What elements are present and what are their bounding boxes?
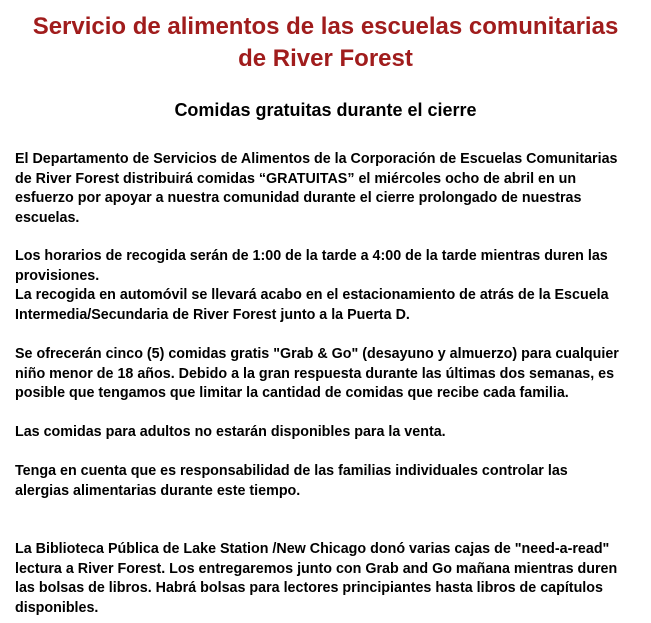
paragraph-meal-distribution: El Departamento de Servicios de Alimentos de la Corporación de Escuelas Comunitarias de River Forest distribuirá comidas “GRATUITAS” el miércoles ocho de abril en un esfuerzo por apoyar a nuestra comunidad durante el cierre prolongado de nuestras escuelas. — [15, 151, 618, 226]
document-title — [0, 11, 651, 75]
paragraph-library-donation: La Biblioteca Pública de Lake Station /New Chicago donó varias cajas de "need-a-read" lectura a River Forest. Los entregaremos junto con Grab and Go mañana mientras duren las bolsas de libros. Habrá bolsas para lectores principiantes hasta libros de capítulos disponibles. — [15, 541, 618, 616]
title-line-2: de River Forest — [238, 45, 413, 72]
paragraph-adult-meals: Las comidas para adultos no estarán disponibles para la venta. — [15, 424, 446, 440]
document-subtitle: Comidas gratuitas durante el cierre — [174, 100, 477, 120]
paragraph-allergies: Tenga en cuenta que es responsabilidad de las familias individuales controlar las alergias alimentarias durante este tiempo. — [15, 463, 568, 499]
paragraph-grab-and-go: Se ofrecerán cinco (5) comidas gratis "Grab & Go" (desayuno y almuerzo) para cualquier niño menor de 18 años. Debido a la gran respuesta durante las últimas dos semanas, es posible que tengamos que limitar la cantidad de comidas que recibe cada familia. — [15, 346, 619, 401]
title-line-1: Servicio de alimentos de las escuelas comunitarias — [32, 13, 619, 40]
paragraph-pickup-hours: Los horarios de recogida serán de 1:00 de la tarde a 4:00 de la tarde mientras duren las provisiones. La recogida en automóvil se llevará acabo en el estacionamiento de atrás de la Escuela Intermedia/Secundaria de River Forest junto a la Puerta D. — [15, 248, 609, 323]
